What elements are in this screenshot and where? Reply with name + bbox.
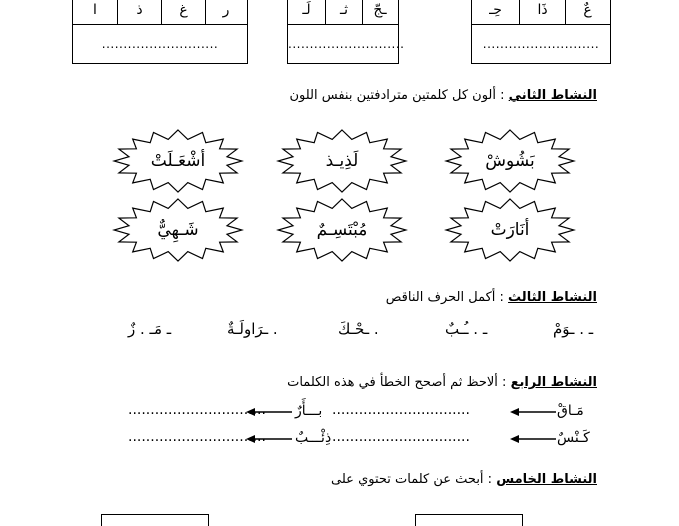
missing-letter-word[interactable]: . ـحْـكَ	[338, 320, 379, 338]
letter-cell: لَـ	[302, 2, 311, 18]
letter-row	[73, 0, 247, 25]
letter-cell: عٌ	[565, 0, 609, 24]
letter-cell: ر	[205, 0, 246, 24]
answer-dots[interactable]: ...............................	[128, 429, 266, 445]
activity4-title: النشاط الرابع	[510, 375, 597, 390]
synonym-starburst[interactable]	[112, 128, 244, 194]
letter-cell: ذ	[117, 0, 161, 24]
letter-cell: ذَا	[519, 0, 565, 24]
letter-row	[288, 0, 398, 25]
answer-box[interactable]	[101, 514, 209, 526]
activity4-heading	[287, 375, 597, 390]
answer-box[interactable]	[415, 514, 523, 526]
answer-dots[interactable]: ...............................	[332, 402, 470, 418]
synonym-word: أنَارَتْ	[490, 220, 530, 240]
synonym-word: لَذِيـذ	[325, 151, 359, 171]
synonym-starburst[interactable]	[276, 197, 408, 263]
wrong-word: كَـنْسٌ	[557, 430, 590, 446]
missing-letter-word[interactable]: ـ . ـوَمْ	[553, 320, 594, 338]
activity3-heading	[386, 290, 597, 305]
answer-dots[interactable]: ...........................	[101, 37, 219, 51]
answer-dots[interactable]: ...........................	[482, 37, 600, 51]
synonym-word: أشْعَـلَتْ	[150, 151, 206, 171]
wrong-word: مَـاقْ	[557, 403, 584, 419]
activity2-heading	[289, 88, 597, 103]
synonym-starburst[interactable]	[444, 197, 576, 263]
activity5-title: النشاط الخامس	[496, 472, 597, 487]
arrow-left-icon	[510, 434, 556, 444]
wrong-word: ذِئْـــبٌ	[295, 430, 332, 446]
missing-letter-word[interactable]: . ـرَاولَـةٌ	[227, 320, 278, 338]
answer-dots[interactable]: ...........................	[288, 37, 405, 51]
synonym-word: بَشُوشْ	[485, 151, 535, 171]
activity2-title: النشاط الثاني	[508, 88, 597, 103]
synonym-starburst[interactable]	[112, 197, 244, 263]
letter-table-right	[471, 0, 611, 64]
letter-table-left	[72, 0, 248, 64]
answer-dots[interactable]: ...............................	[128, 402, 266, 418]
letter-cell: غ	[161, 0, 205, 24]
letter-row	[472, 0, 610, 25]
activity3-instruction: : أكمل الحرف الناقص	[385, 290, 504, 305]
activity5-instruction: : أبحث عن كلمات تحتوي على	[331, 472, 493, 487]
letter-cell: ا	[93, 2, 97, 18]
answer-dots[interactable]: ...............................	[332, 429, 470, 445]
activity4-instruction: : ألاحظ ثم أصحح الخطأ في هذه الكلمات	[287, 375, 507, 390]
activity3-title: النشاط الثالث	[508, 290, 597, 305]
arrow-left-icon	[510, 407, 556, 417]
missing-letter-word[interactable]: ـ . ـُـبٌ	[445, 320, 488, 338]
activity5-heading	[331, 472, 597, 487]
activity2-instruction: : ألون كل كلمتين مترادفتين بنفس اللون	[289, 88, 505, 103]
synonym-word: شَـهِيٌّ	[157, 220, 199, 240]
letter-table-middle	[287, 0, 405, 64]
missing-letter-word[interactable]: ـ مَـ . زٌ	[128, 320, 172, 338]
letter-cell: حِـ	[489, 2, 502, 18]
synonym-starburst[interactable]	[444, 128, 576, 194]
letter-cell: ثـ	[325, 0, 362, 24]
wrong-word: بـــأَرٌ	[295, 403, 323, 419]
synonym-starburst[interactable]	[276, 128, 408, 194]
synonym-word: مُبْتَسِـمٌ	[316, 220, 368, 240]
letter-cell: ـجّ	[362, 0, 397, 24]
